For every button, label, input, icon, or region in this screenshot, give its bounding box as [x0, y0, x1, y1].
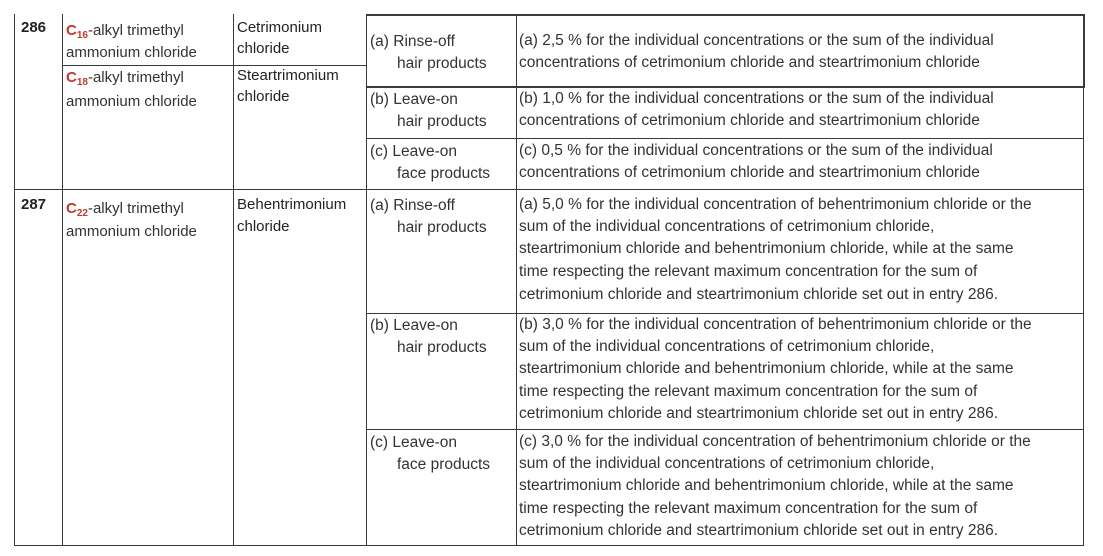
chemical-name-c18-line2: ammonium chloride — [66, 93, 197, 110]
inci-name-cetrimonium-line2: chloride — [237, 40, 290, 57]
col-divider-chemical — [233, 14, 234, 546]
limit-line: sum of the individual concentrations of cetrimonium chloride, — [519, 455, 935, 472]
col-divider-name — [366, 14, 367, 546]
entry-number: 286 — [21, 19, 47, 36]
inci-name-behentrimonium: Behentrimonium — [237, 196, 347, 213]
limit-line: steartrimonium chloride and behentrimonium chloride, while at the same — [519, 360, 1014, 377]
limit-line: (a) 5,0 % for the individual concentration of behentrimonium chloride or the — [519, 196, 1032, 213]
product-type: (c) Leave-on — [370, 434, 458, 451]
limit-line: steartrimonium chloride and behentrimonium chloride, while at the same — [519, 240, 1014, 257]
product-type: (a) Rinse-off — [370, 197, 455, 214]
chemical-formula: $C_{22}$ — [66, 200, 88, 219]
limit-line: steartrimonium chloride and behentrimonium chloride, while at the same — [519, 477, 1014, 494]
table-right-border-upper — [1083, 14, 1085, 87]
table-right-border-lower — [1083, 87, 1084, 546]
limit-line: (c) 0,5 % for the individual concentrations or the sum of the individual — [519, 142, 993, 159]
col-divider-product — [516, 14, 517, 546]
entry-number: 287 — [21, 196, 47, 213]
limit-line: concentrations of cetrimonium chloride and steartrimonium chloride — [519, 112, 980, 129]
product-type: (b) Leave-on — [370, 91, 458, 108]
chemical-formula: $C_{16}$ — [66, 22, 88, 41]
row-divider-286b — [366, 138, 1084, 139]
product-type: (c) Leave-on — [370, 143, 458, 160]
chemical-formula: $C_{18}$ — [66, 69, 88, 88]
inci-name-steartrimonium: Steartrimonium — [237, 67, 339, 84]
col-divider-number — [62, 14, 63, 546]
product-type: (b) Leave-on — [370, 317, 458, 334]
limit-line: cetrimonium chloride and steartrimonium chloride set out in entry 286. — [519, 405, 999, 422]
product-type-line2: hair products — [397, 55, 487, 72]
limit-line: (b) 3,0 % for the individual concentration of behentrimonium chloride or the — [519, 316, 1032, 333]
product-type-line2: hair products — [397, 339, 487, 356]
limit-line: time respecting the relevant maximum concentration for the sum of — [519, 263, 978, 280]
limit-line: cetrimonium chloride and steartrimonium chloride set out in entry 286. — [519, 522, 999, 539]
row-divider-287b — [366, 429, 1084, 430]
inci-name-behentrimonium-line2: chloride — [237, 218, 290, 235]
product-type-line2: hair products — [397, 219, 487, 236]
limit-line: concentrations of cetrimonium chloride and steartrimonium chloride — [519, 54, 980, 71]
limit-line: concentrations of cetrimonium chloride and steartrimonium chloride — [519, 164, 980, 181]
limit-line: (b) 1,0 % for the individual concentrations or the sum of the individual — [519, 90, 994, 107]
table-top-border — [366, 14, 1085, 16]
row-divider-entries — [14, 189, 1084, 190]
limit-line: time respecting the relevant maximum concentration for the sum of — [519, 383, 978, 400]
table-left-border — [14, 14, 15, 546]
inci-name-steartrimonium-line2: chloride — [237, 88, 290, 105]
product-type-line2: face products — [397, 165, 491, 182]
limit-line: (a) 2,5 % for the individual concentrations or the sum of the individual — [519, 32, 994, 49]
limit-line: time respecting the relevant maximum concentration for the sum of — [519, 500, 978, 517]
product-type: (a) Rinse-off — [370, 33, 455, 50]
limit-line: cetrimonium chloride and steartrimonium chloride set out in entry 286. — [519, 286, 999, 303]
product-type-line2: face products — [397, 456, 491, 473]
chemical-name-c22-line2: ammonium chloride — [66, 223, 197, 240]
chemical-name-c22: $C_{22}$-alkyl trimethyl — [66, 200, 184, 219]
chemical-name-c16-line2: ammonium chloride — [66, 44, 197, 61]
limit-line: sum of the individual concentrations of cetrimonium chloride, — [519, 338, 935, 355]
chemical-name-c18: $C_{18}$-alkyl trimethyl — [66, 69, 184, 88]
inci-name-cetrimonium: Cetrimonium — [237, 19, 323, 36]
limit-line: sum of the individual concentrations of cetrimonium chloride, — [519, 218, 935, 235]
chemical-name-c16: $C_{16}$-alkyl trimethyl — [66, 22, 184, 41]
limit-line: (c) 3,0 % for the individual concentration of behentrimonium chloride or the — [519, 433, 1031, 450]
table-bottom-border — [14, 545, 1084, 546]
product-type-line2: hair products — [397, 113, 487, 130]
